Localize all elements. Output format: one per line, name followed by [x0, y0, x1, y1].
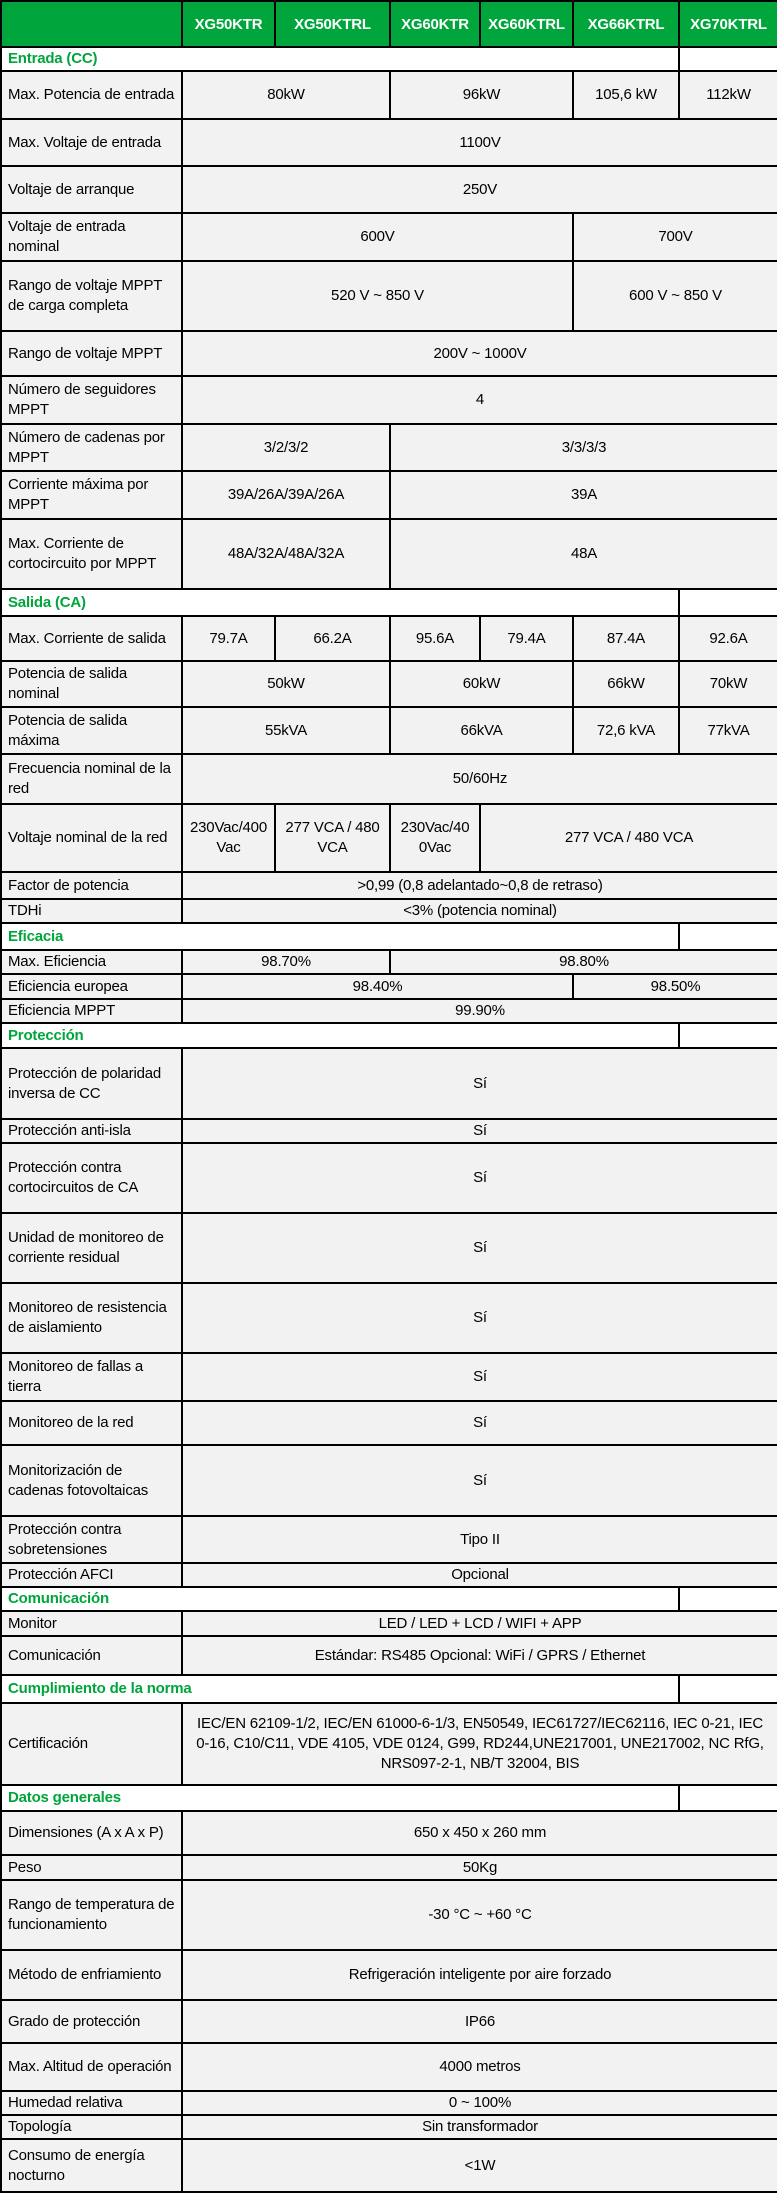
spec-label: Certificación	[1, 1703, 182, 1785]
spec-label: Max. Corriente de salida	[1, 616, 182, 661]
spec-row	[1, 71, 777, 119]
spec-value: Sí	[182, 1401, 777, 1445]
spec-label: Rango de voltaje MPPT de carga completa	[1, 261, 182, 331]
spec-label: Consumo de energía nocturno	[1, 2139, 182, 2192]
spec-label: Protección AFCI	[1, 1563, 182, 1587]
spec-label: Protección contra sobretensiones	[1, 1516, 182, 1563]
spec-label: Rango de voltaje MPPT	[1, 331, 182, 376]
spec-value: 600 V ~ 850 V	[573, 261, 777, 331]
section-spacer-cell	[679, 923, 777, 950]
spec-label: Topología	[1, 2115, 182, 2139]
spec-row	[1, 754, 777, 804]
section-title: Salida (CA)	[1, 589, 679, 616]
spec-value: 39A/26A/39A/26A	[182, 471, 390, 519]
section-spacer-cell	[679, 1023, 777, 1048]
spec-value: 60kW	[390, 661, 573, 707]
spec-row	[1, 950, 777, 974]
spec-value: 700V	[573, 213, 777, 261]
model-header-xg70ktrl: XG70KTRL	[679, 1, 777, 47]
spec-label: Número de seguidores MPPT	[1, 376, 182, 424]
spec-row	[1, 616, 777, 661]
spec-row	[1, 707, 777, 754]
spec-value: 79.4A	[480, 616, 573, 661]
spec-value: 50/60Hz	[182, 754, 777, 804]
model-header-xg60ktrl: XG60KTRL	[480, 1, 573, 47]
spec-value: 95.6A	[390, 616, 480, 661]
spec-label: Protección de polaridad inversa de CC	[1, 1048, 182, 1119]
spec-label: Eficiencia europea	[1, 974, 182, 999]
spec-row	[1, 2091, 777, 2115]
spec-value: Estándar: RS485 Opcional: WiFi / GPRS / Ethernet	[182, 1636, 777, 1675]
spec-label: Frecuencia nominal de la red	[1, 754, 182, 804]
spec-value: <1W	[182, 2139, 777, 2192]
spec-row	[1, 899, 777, 923]
spec-value: 520 V ~ 850 V	[182, 261, 573, 331]
model-header-xg50ktrl: XG50KTRL	[275, 1, 390, 47]
spec-value: 98.40%	[182, 974, 573, 999]
spec-value: 3/2/3/2	[182, 424, 390, 471]
spec-label: Rango de temperatura de funcionamiento	[1, 1880, 182, 1950]
spec-row	[1, 1119, 777, 1143]
spec-value: 650 x 450 x 260 mm	[182, 1811, 777, 1855]
spec-row	[1, 471, 777, 519]
spec-value: Sí	[182, 1143, 777, 1213]
spec-row	[1, 1950, 777, 2000]
spec-label: Dimensiones (A x A x P)	[1, 1811, 182, 1855]
spec-row	[1, 1445, 777, 1516]
spec-row	[1, 999, 777, 1023]
spec-label: Max. Altitud de operación	[1, 2043, 182, 2091]
spec-row	[1, 1353, 777, 1401]
spec-value: 79.7A	[182, 616, 275, 661]
spec-value: 87.4A	[573, 616, 679, 661]
spec-row	[1, 974, 777, 999]
spec-row	[1, 804, 777, 872]
spec-label: Max. Eficiencia	[1, 950, 182, 974]
spec-row	[1, 119, 777, 166]
section-title: Eficacia	[1, 923, 679, 950]
spec-label: Factor de potencia	[1, 872, 182, 899]
section-row	[1, 1023, 777, 1048]
section-title: Protección	[1, 1023, 679, 1048]
spec-value: 105,6 kW	[573, 71, 679, 119]
spec-value: 1100V	[182, 119, 777, 166]
spec-label: Monitorización de cadenas fotovoltaicas	[1, 1445, 182, 1516]
spec-label: Protección anti-isla	[1, 1119, 182, 1143]
spec-value: 80kW	[182, 71, 390, 119]
section-spacer-cell	[679, 1785, 777, 1811]
spec-row	[1, 2043, 777, 2091]
section-title: Comunicación	[1, 1587, 679, 1611]
spec-value: IEC/EN 62109-1/2, IEC/EN 61000-6-1/3, EN50549, IEC61727/IEC62116, IEC 0-21, IEC 0-16, C10/C11, VDE 4105, VDE 0124, G99, RD244,UNE217001, UNE217002, NC RfG, NRS097-2-1, NB/T 32004, BIS	[182, 1703, 777, 1785]
spec-label: Comunicación	[1, 1636, 182, 1675]
spec-value: 98.80%	[390, 950, 777, 974]
spec-value: 66kVA	[390, 707, 573, 754]
spec-value: 230Vac/400Vac	[182, 804, 275, 872]
spec-value: 72,6 kVA	[573, 707, 679, 754]
model-header-xg50ktr: XG50KTR	[182, 1, 275, 47]
spec-label: Potencia de salida nominal	[1, 661, 182, 707]
spec-row	[1, 376, 777, 424]
spec-row	[1, 1563, 777, 1587]
spec-row	[1, 1516, 777, 1563]
spec-value: >0,99 (0,8 adelantado~0,8 de retraso)	[182, 872, 777, 899]
spec-label: Grado de protección	[1, 2000, 182, 2043]
spec-value: Sí	[182, 1119, 777, 1143]
spec-table-body	[1, 47, 777, 2192]
spec-value: 98.50%	[573, 974, 777, 999]
section-spacer-cell	[679, 1587, 777, 1611]
spec-value: Refrigeración inteligente por aire forzado	[182, 1950, 777, 2000]
model-header-row	[1, 1, 777, 47]
spec-label: Humedad relativa	[1, 2091, 182, 2115]
spec-row	[1, 2000, 777, 2043]
spec-value: -30 °C ~ +60 °C	[182, 1880, 777, 1950]
spec-value: Sin transformador	[182, 2115, 777, 2139]
spec-row	[1, 1401, 777, 1445]
spec-row	[1, 424, 777, 471]
spec-value: 92.6A	[679, 616, 777, 661]
spec-row	[1, 1880, 777, 1950]
section-spacer-cell	[679, 1675, 777, 1703]
spec-value: Opcional	[182, 1563, 777, 1587]
spec-value: 39A	[390, 471, 777, 519]
spec-row	[1, 1283, 777, 1353]
spec-row	[1, 1636, 777, 1675]
section-row	[1, 1587, 777, 1611]
section-spacer-cell	[679, 589, 777, 616]
spec-value: 230Vac/400Vac	[390, 804, 480, 872]
spec-row	[1, 519, 777, 589]
spec-value: 48A	[390, 519, 777, 589]
spec-value: Sí	[182, 1213, 777, 1283]
spec-label: Voltaje de entrada nominal	[1, 213, 182, 261]
spec-label: Voltaje nominal de la red	[1, 804, 182, 872]
spec-value: 50kW	[182, 661, 390, 707]
spec-label: Monitoreo de la red	[1, 1401, 182, 1445]
spec-row	[1, 213, 777, 261]
corner-cell	[1, 1, 182, 47]
spec-label: TDHi	[1, 899, 182, 923]
spec-value: Sí	[182, 1353, 777, 1401]
model-header-xg60ktr: XG60KTR	[390, 1, 480, 47]
spec-value: 66kW	[573, 661, 679, 707]
spec-value: Sí	[182, 1283, 777, 1353]
spec-row	[1, 166, 777, 213]
spec-label: Max. Corriente de cortocircuito por MPPT	[1, 519, 182, 589]
spec-label: Eficiencia MPPT	[1, 999, 182, 1023]
spec-label: Monitoreo de fallas a tierra	[1, 1353, 182, 1401]
section-title: Cumplimiento de la norma	[1, 1675, 679, 1703]
spec-value: 50Kg	[182, 1855, 777, 1880]
spec-label: Monitoreo de resistencia de aislamiento	[1, 1283, 182, 1353]
spec-label: Potencia de salida máxima	[1, 707, 182, 754]
section-title: Datos generales	[1, 1785, 679, 1811]
spec-value: IP66	[182, 2000, 777, 2043]
spec-value: Sí	[182, 1048, 777, 1119]
section-spacer-cell	[679, 47, 777, 71]
spec-value: 55kVA	[182, 707, 390, 754]
spec-value: 48A/32A/48A/32A	[182, 519, 390, 589]
section-row	[1, 1675, 777, 1703]
spec-value: LED / LED + LCD / WIFI + APP	[182, 1611, 777, 1636]
spec-row	[1, 1143, 777, 1213]
section-row	[1, 923, 777, 950]
spec-value: 250V	[182, 166, 777, 213]
spec-label: Max. Potencia de entrada	[1, 71, 182, 119]
spec-row	[1, 1048, 777, 1119]
section-row	[1, 589, 777, 616]
spec-value: Sí	[182, 1445, 777, 1516]
spec-label: Unidad de monitoreo de corriente residual	[1, 1213, 182, 1283]
spec-value: 96kW	[390, 71, 573, 119]
section-row	[1, 1785, 777, 1811]
spec-row	[1, 872, 777, 899]
spec-row	[1, 661, 777, 707]
spec-value: 4000 metros	[182, 2043, 777, 2091]
spec-value: <3% (potencia nominal)	[182, 899, 777, 923]
spec-label: Protección contra cortocircuitos de CA	[1, 1143, 182, 1213]
spec-value: 277 VCA / 480 VCA	[480, 804, 777, 872]
spec-value: 70kW	[679, 661, 777, 707]
spec-row	[1, 1811, 777, 1855]
section-row	[1, 47, 777, 71]
spec-row	[1, 261, 777, 331]
spec-label: Monitor	[1, 1611, 182, 1636]
spec-row	[1, 1703, 777, 1785]
spec-value: 277 VCA / 480 VCA	[275, 804, 390, 872]
spec-value: 77kVA	[679, 707, 777, 754]
spec-value: 200V ~ 1000V	[182, 331, 777, 376]
spec-row	[1, 1611, 777, 1636]
spec-value: 66.2A	[275, 616, 390, 661]
spec-value: 99.90%	[182, 999, 777, 1023]
spec-value: 112kW	[679, 71, 777, 119]
spec-value: 3/3/3/3	[390, 424, 777, 471]
spec-row	[1, 1855, 777, 1880]
spec-value: 98.70%	[182, 950, 390, 974]
spec-value: Tipo II	[182, 1516, 777, 1563]
spec-label: Número de cadenas por MPPT	[1, 424, 182, 471]
spec-value: 600V	[182, 213, 573, 261]
spec-row	[1, 2115, 777, 2139]
model-header-xg66ktrl: XG66KTRL	[573, 1, 679, 47]
spec-value: 0 ~ 100%	[182, 2091, 777, 2115]
spec-label: Max. Voltaje de entrada	[1, 119, 182, 166]
spec-label: Voltaje de arranque	[1, 166, 182, 213]
spec-row	[1, 331, 777, 376]
spec-label: Corriente máxima por MPPT	[1, 471, 182, 519]
spec-row	[1, 1213, 777, 1283]
spec-row	[1, 2139, 777, 2192]
spec-label: Método de enfriamiento	[1, 1950, 182, 2000]
spec-label: Peso	[1, 1855, 182, 1880]
spec-value: 4	[182, 376, 777, 424]
section-title: Entrada (CC)	[1, 47, 679, 71]
